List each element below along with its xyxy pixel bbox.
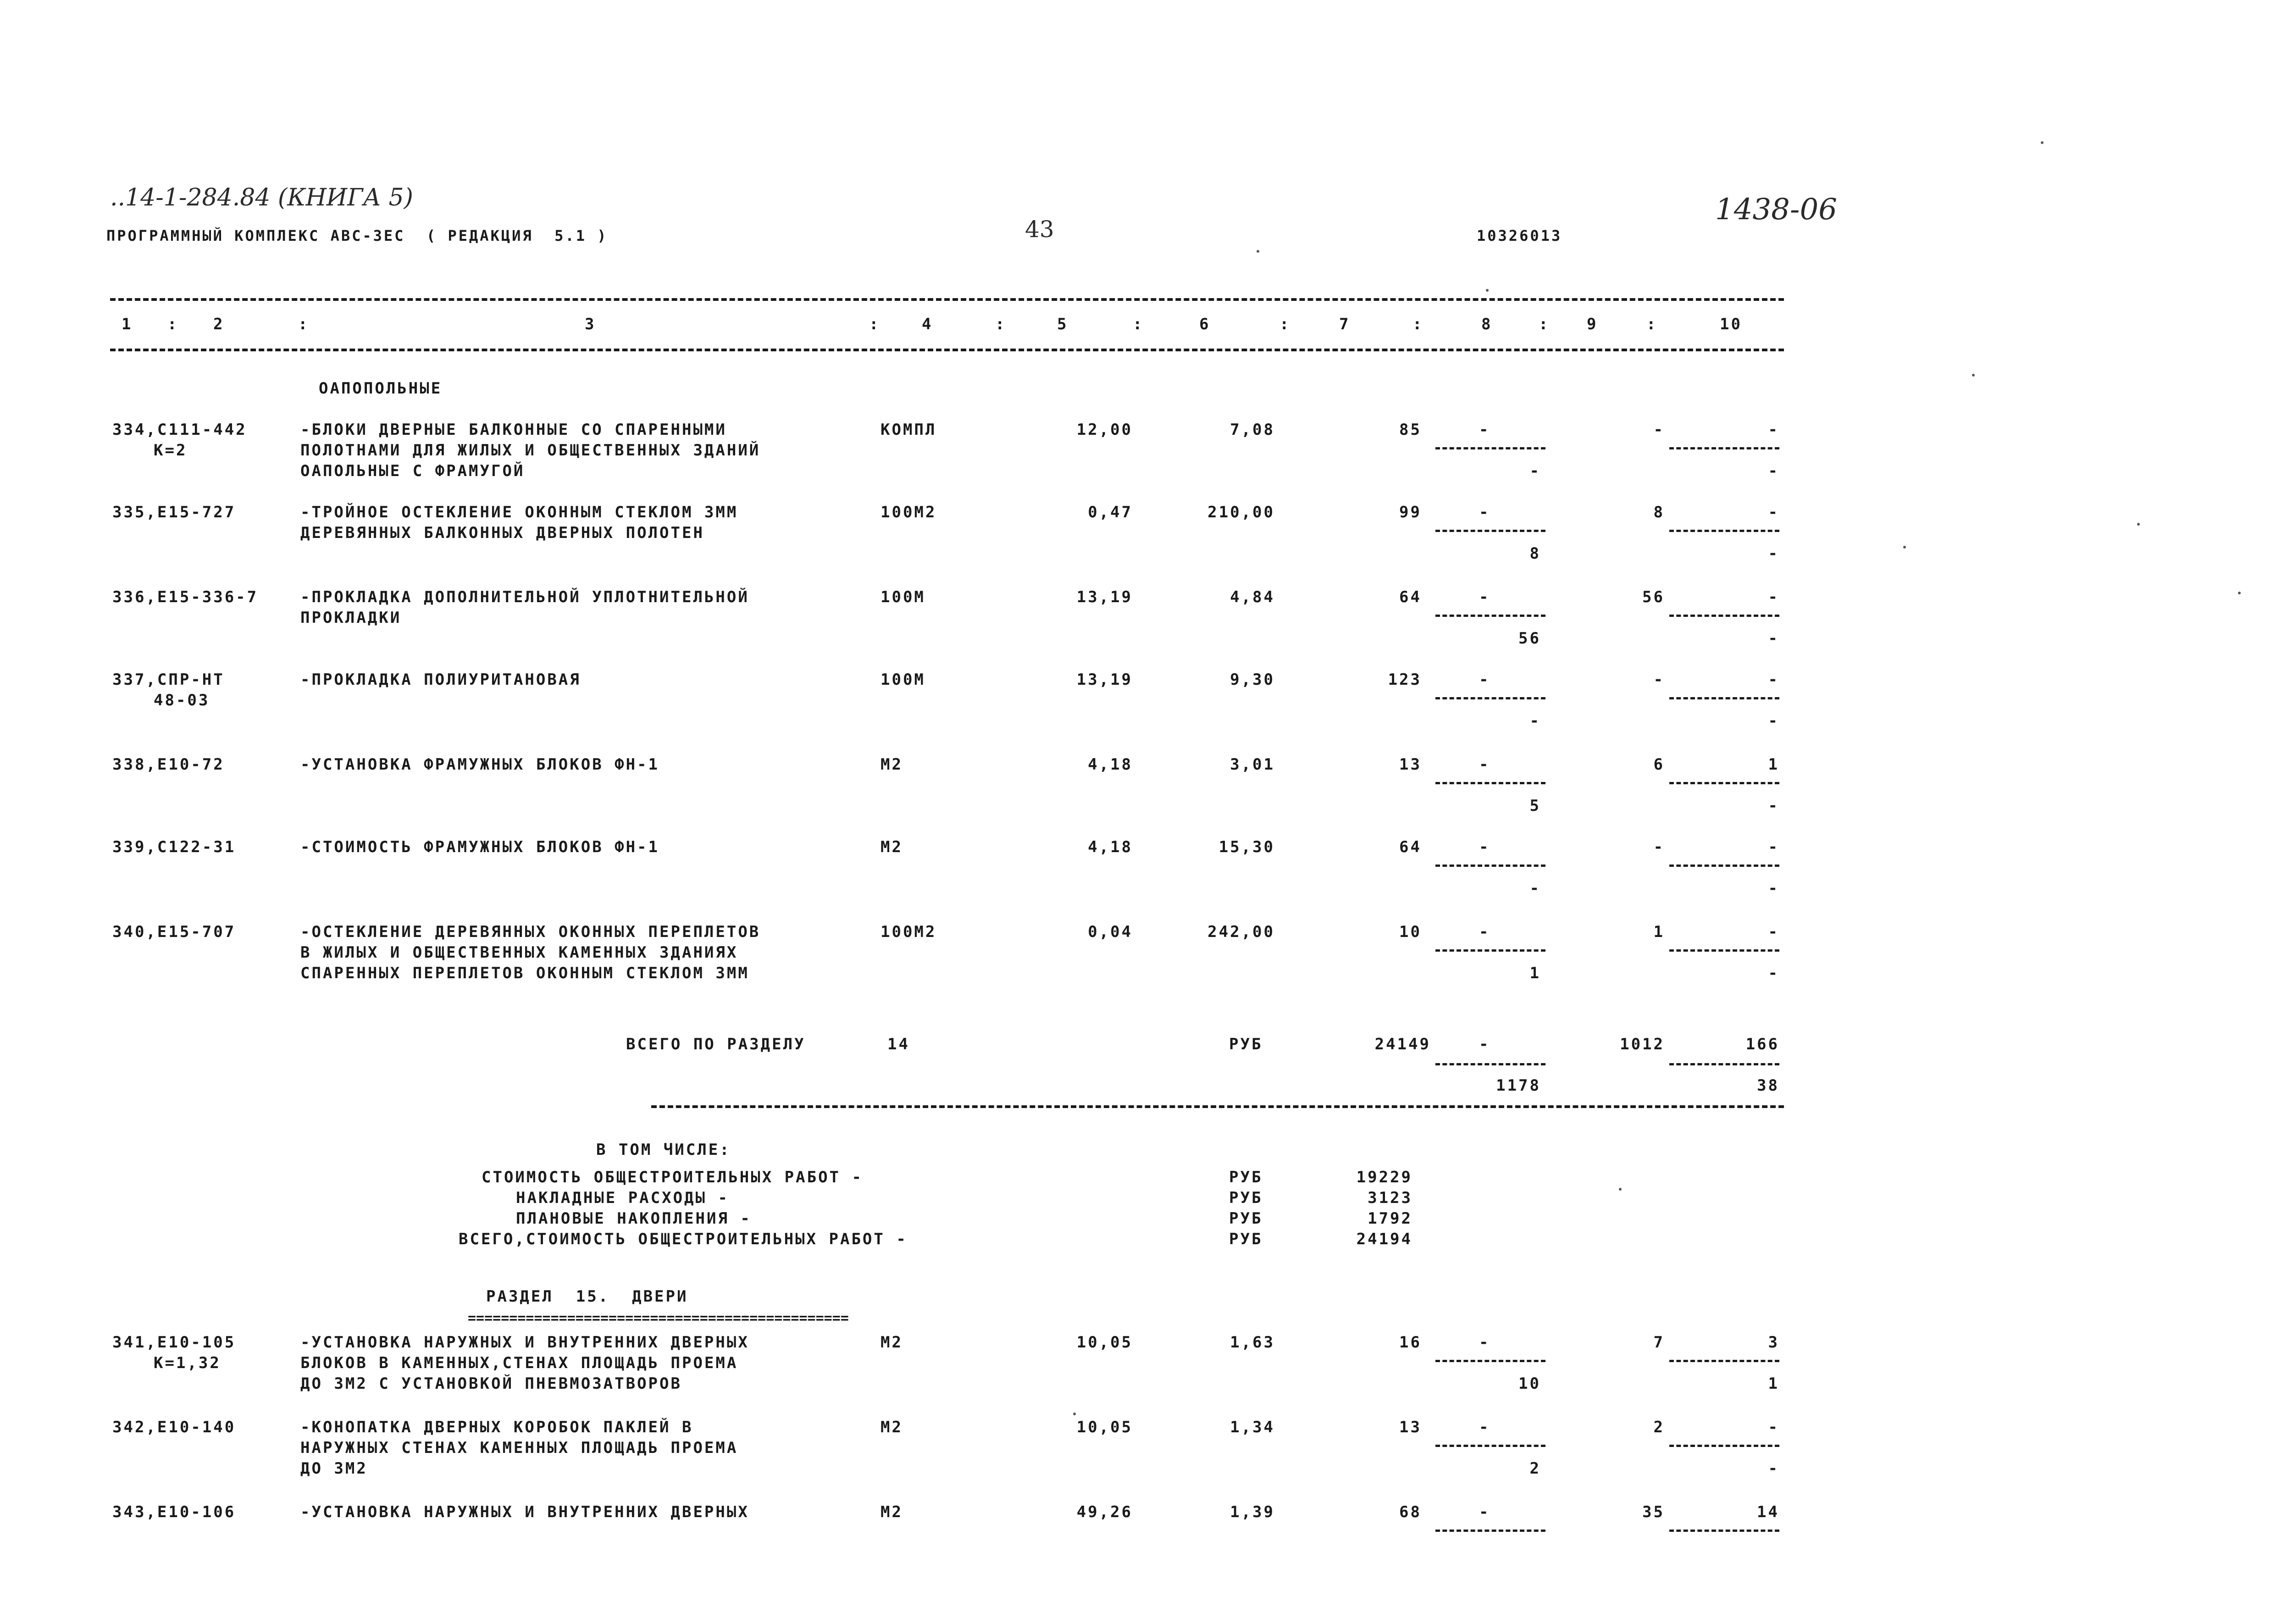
column-header-7: 7 (1339, 315, 1351, 333)
row15-c10b: 1 (1768, 1375, 1779, 1393)
row-c10b: - (1768, 797, 1779, 815)
row-sub: 48-03 (154, 691, 210, 709)
row-c8b: - (1529, 462, 1541, 480)
header-top-rule (110, 298, 1784, 301)
row-num: 337,СПР-НТ (112, 671, 225, 689)
row-desc: ПРОКЛАДКИ (300, 609, 402, 627)
row-price: 3,01 (1230, 755, 1275, 774)
row-c10b: - (1768, 879, 1779, 898)
row-total: 64 (1399, 588, 1422, 606)
row-qty: 13,19 (1076, 671, 1133, 689)
section-total-c10b: 38 (1757, 1076, 1779, 1095)
row15-total: 68 (1399, 1503, 1422, 1521)
including-item-value: 19229 (1356, 1168, 1412, 1186)
column-header-10: 10 (1720, 315, 1742, 333)
row-total: 13 (1399, 755, 1422, 774)
row-c10b: - (1768, 462, 1779, 480)
row-c8b: - (1529, 879, 1541, 898)
section-total-c9: 1012 (1620, 1035, 1665, 1053)
section-total-c8b: 1178 (1496, 1076, 1541, 1095)
row-c8: - (1479, 923, 1490, 941)
row-total: 85 (1399, 421, 1422, 439)
section-total-value: 24149 (1374, 1035, 1431, 1053)
including-item-value: 3123 (1368, 1189, 1412, 1207)
row-desc: -УСТАНОВКА ФРАМУЖНЫХ БЛОКОВ ФН-1 (300, 755, 660, 774)
row15-price: 1,63 (1230, 1333, 1275, 1352)
including-item-unit: РУБ (1229, 1189, 1263, 1207)
page-number: 43 (1025, 216, 1054, 243)
column-separator: : (1133, 315, 1144, 333)
row-c9: 8 (1653, 503, 1665, 521)
row-c10b: - (1768, 964, 1779, 982)
row15-num: 343,Е10-106 (112, 1503, 236, 1521)
row-price: 210,00 (1207, 503, 1275, 521)
row-desc: ОАПОЛЬНЫЕ С ФРАМУГОЙ (300, 462, 525, 480)
row-c8: - (1479, 671, 1490, 689)
row-num: 338,Е10-72 (112, 755, 225, 774)
row-c9: - (1653, 838, 1665, 856)
row-qty: 12,00 (1076, 421, 1133, 439)
row15-desc: БЛОКОВ В КАМЕННЫХ,СТЕНАХ ПЛОЩАДЬ ПРОЕМА (300, 1354, 738, 1372)
including-item-value: 1792 (1368, 1209, 1412, 1228)
section-total-c10: 166 (1745, 1035, 1779, 1053)
row15-c8: - (1479, 1503, 1490, 1521)
row15-desc: -УСТАНОВКА НАРУЖНЫХ И ВНУТРЕННИХ ДВЕРНЫХ (300, 1503, 749, 1521)
including-item-label: ПЛАНОВЫЕ НАКОПЛЕНИЯ - (516, 1209, 752, 1228)
row-num: 335,Е15-727 (112, 503, 236, 521)
row-unit: М2 (881, 755, 903, 774)
row15-c9: 35 (1642, 1503, 1665, 1521)
row-num: 340,Е15-707 (112, 923, 236, 941)
row-c8b: 56 (1518, 629, 1541, 648)
row15-c8b: 10 (1518, 1375, 1541, 1393)
row-c9: 56 (1642, 588, 1665, 606)
section-total-label: ВСЕГО ПО РАЗДЕЛУ (626, 1035, 806, 1053)
column-separator: : (1279, 315, 1291, 333)
column-separator: : (298, 315, 310, 333)
row15-qty: 10,05 (1076, 1418, 1133, 1436)
row15-c10b: - (1768, 1459, 1779, 1478)
row-price: 242,00 (1207, 923, 1275, 941)
including-item-unit: РУБ (1229, 1168, 1263, 1186)
row-price: 9,30 (1230, 671, 1275, 689)
row15-c8: - (1479, 1333, 1490, 1352)
column-header-5: 5 (1057, 315, 1069, 333)
section-total-section: 14 (887, 1035, 910, 1053)
row-c9: - (1653, 671, 1665, 689)
row15-unit: М2 (881, 1503, 903, 1521)
row-c10b: - (1768, 629, 1779, 648)
document-code: ..14-1-284.84 (КНИГА 5) (110, 184, 413, 211)
row15-unit: М2 (881, 1418, 903, 1436)
row15-c10: 3 (1768, 1333, 1779, 1352)
row-c8: - (1479, 588, 1490, 606)
row-num: 339,С122-31 (112, 838, 236, 856)
row-price: 7,08 (1230, 421, 1275, 439)
row15-price: 1,34 (1230, 1418, 1275, 1436)
row15-total: 13 (1399, 1418, 1422, 1436)
row15-qty: 10,05 (1076, 1333, 1133, 1352)
row-qty: 13,19 (1076, 588, 1133, 606)
row15-c10: 14 (1757, 1503, 1779, 1521)
program-title: ПРОГРАММНЫЙ КОМПЛЕКС АВС-3ЕС ( РЕДАКЦИЯ 5.1 ) (106, 227, 608, 244)
row-c8b: - (1529, 712, 1541, 730)
column-header-2: 2 (213, 315, 225, 333)
row-desc: -СТОИМОСТЬ ФРАМУЖНЫХ БЛОКОВ ФН-1 (300, 838, 660, 856)
section-title: ОАПОПОЛЬНЫЕ (319, 379, 443, 398)
row-unit: 100М (881, 671, 925, 689)
row15-desc: ДО 3М2 С УСТАНОВКОЙ ПНЕВМОЗАТВОРОВ (300, 1375, 682, 1393)
including-item-label: НАКЛАДНЫЕ РАСХОДЫ - (516, 1189, 729, 1207)
row-desc: СПАРЕННЫХ ПЕРЕПЛЕТОВ ОКОННЫМ СТЕКЛОМ 3ММ (300, 964, 749, 982)
row-c8: - (1479, 503, 1490, 521)
row-desc: ДЕРЕВЯННЫХ БАЛКОННЫХ ДВЕРНЫХ ПОЛОТЕН (300, 524, 704, 542)
column-header-8: 8 (1481, 315, 1493, 333)
row-desc: -ТРОЙНОЕ ОСТЕКЛЕНИЕ ОКОННЫМ СТЕКЛОМ 3ММ (300, 503, 738, 521)
row-qty: 4,18 (1088, 755, 1133, 774)
row-c8: - (1479, 755, 1490, 774)
column-separator: : (995, 315, 1007, 333)
row15-c8b: 2 (1529, 1459, 1541, 1478)
row-c10: 1 (1768, 755, 1779, 774)
including-item-unit: РУБ (1229, 1209, 1263, 1228)
row-total: 64 (1399, 838, 1422, 856)
section-total-c8: - (1479, 1035, 1490, 1053)
including-item-value: 24194 (1356, 1230, 1412, 1248)
row15-c8: - (1479, 1418, 1490, 1436)
row-unit: 100М (881, 588, 925, 606)
row-desc: -ПРОКЛАДКА ПОЛИУРИТАНОВАЯ (300, 671, 581, 689)
next-section-title: РАЗДЕЛ 15. ДВЕРИ (486, 1287, 688, 1306)
row15-desc: -КОНОПАТКА ДВЕРНЫХ КОРОБОК ПАКЛЕЙ В (300, 1418, 693, 1436)
including-item-unit: РУБ (1229, 1230, 1263, 1248)
header-bottom-rule (110, 349, 1784, 351)
column-separator: : (167, 315, 179, 333)
row15-sub: К=1,32 (154, 1354, 221, 1372)
row-desc: -ОСТЕКЛЕНИЕ ДЕРЕВЯННЫХ ОКОННЫХ ПЕРЕПЛЕТОВ (300, 923, 761, 941)
row-c8b: 1 (1529, 964, 1541, 982)
row-desc: -ПРОКЛАДКА ДОПОЛНИТЕЛЬНОЙ УПЛОТНИТЕЛЬНОЙ (300, 588, 749, 606)
column-header-1: 1 (122, 315, 133, 333)
row15-c10: - (1768, 1418, 1779, 1436)
row-c9: 6 (1653, 755, 1665, 774)
row-c10b: - (1768, 544, 1779, 563)
column-header-6: 6 (1199, 315, 1211, 333)
row15-desc: ДО 3М2 (300, 1459, 368, 1478)
including-item-label: СТОИМОСТЬ ОБЩЕСТРОИТЕЛЬНЫХ РАБОТ - (482, 1168, 863, 1186)
row-unit: 100М2 (881, 923, 937, 941)
row-unit: М2 (881, 838, 903, 856)
row-desc: -БЛОКИ ДВЕРНЫЕ БАЛКОННЫЕ СО СПАРЕННЫМИ (300, 421, 727, 439)
including-item-label: ВСЕГО,СТОИМОСТЬ ОБЩЕСТРОИТЕЛЬНЫХ РАБОТ - (459, 1230, 908, 1248)
row-c9: 1 (1653, 923, 1665, 941)
row-sub: К=2 (154, 441, 188, 460)
row-desc: В ЖИЛЫХ И ОБЩЕСТВЕННЫХ КАМЕННЫХ ЗДАНИЯХ (300, 943, 738, 962)
row15-desc: -УСТАНОВКА НАРУЖНЫХ И ВНУТРЕННИХ ДВЕРНЫХ (300, 1333, 749, 1352)
row-c8b: 8 (1529, 544, 1541, 563)
row-c8b: 5 (1529, 797, 1541, 815)
row15-unit: М2 (881, 1333, 903, 1352)
row15-c9: 2 (1653, 1418, 1665, 1436)
row15-price: 1,39 (1230, 1503, 1275, 1521)
column-header-9: 9 (1587, 315, 1598, 333)
row15-qty: 49,26 (1076, 1503, 1133, 1521)
row15-desc: НАРУЖНЫХ СТЕНАХ КАМЕННЫХ ПЛОЩАДЬ ПРОЕМА (300, 1439, 738, 1457)
row-price: 4,84 (1230, 588, 1275, 606)
column-header-3: 3 (585, 315, 596, 333)
document-id: 10326013 (1477, 227, 1562, 244)
row-num: 336,Е15-336-7 (112, 588, 259, 606)
row-c10: - (1768, 838, 1779, 856)
row-c10: - (1768, 588, 1779, 606)
row-c10b: - (1768, 712, 1779, 730)
row-total: 123 (1388, 671, 1422, 689)
row-qty: 0,47 (1088, 503, 1133, 521)
row-num: 334,С111-442 (112, 421, 247, 439)
column-header-4: 4 (922, 315, 933, 333)
sheet-mark: 1438-06 (1715, 193, 1837, 227)
row-c10: - (1768, 923, 1779, 941)
row-qty: 0,04 (1088, 923, 1133, 941)
row-price: 15,30 (1219, 838, 1275, 856)
column-separator: : (869, 315, 881, 333)
column-separator: : (1539, 315, 1550, 333)
row-total: 99 (1399, 503, 1422, 521)
column-separator: : (1412, 315, 1424, 333)
row-c8: - (1479, 421, 1490, 439)
next-section-underline: ============================================== (468, 1310, 849, 1326)
row-total: 10 (1399, 923, 1422, 941)
row-qty: 4,18 (1088, 838, 1133, 856)
column-separator: : (1646, 315, 1658, 333)
row15-num: 342,Е10-140 (112, 1418, 236, 1436)
row15-c9: 7 (1653, 1333, 1665, 1352)
including-label: В ТОМ ЧИСЛЕ: (596, 1141, 731, 1159)
row-c10: - (1768, 671, 1779, 689)
section-total-rule (651, 1105, 1784, 1108)
row-unit: 100М2 (881, 503, 937, 521)
row15-num: 341,Е10-105 (112, 1333, 236, 1352)
row-desc: ПОЛОТНАМИ ДЛЯ ЖИЛЫХ И ОБЩЕСТВЕННЫХ ЗДАНИЙ (300, 441, 761, 460)
row-c10: - (1768, 503, 1779, 521)
row15-total: 16 (1399, 1333, 1422, 1352)
section-total-unit: РУБ (1229, 1035, 1263, 1053)
row-c10: - (1768, 421, 1779, 439)
row-c8: - (1479, 838, 1490, 856)
row-c9: - (1653, 421, 1665, 439)
row-unit: КОМПЛ (881, 421, 937, 439)
